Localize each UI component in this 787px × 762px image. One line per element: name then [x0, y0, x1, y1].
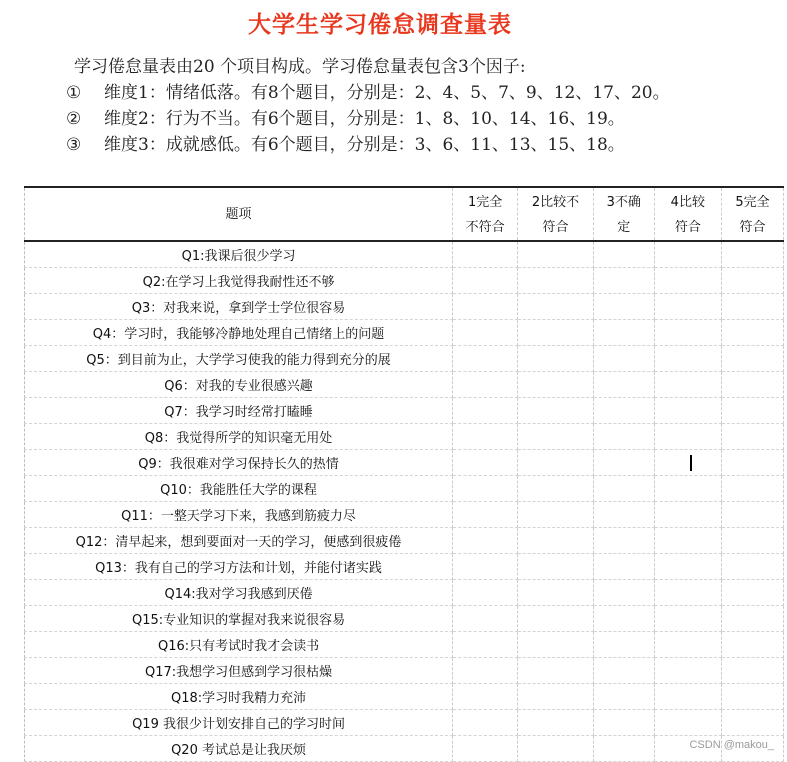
answer-cell[interactable] [593, 735, 654, 761]
answer-cell[interactable] [453, 683, 518, 709]
answer-cell[interactable] [654, 319, 721, 345]
answer-cell[interactable] [721, 501, 783, 527]
answer-cell[interactable] [654, 475, 721, 501]
option-label: 2比较不 [531, 195, 580, 210]
answer-cell[interactable] [518, 345, 593, 371]
option-label: 符合 [739, 220, 766, 235]
dimension-2 [66, 106, 781, 132]
answer-cell[interactable] [593, 449, 654, 475]
table-row [25, 553, 784, 579]
question-cell: Q7：我学习时经常打瞌睡 [25, 397, 453, 423]
answer-cell[interactable] [721, 631, 783, 657]
answer-cell[interactable] [721, 579, 783, 605]
answer-cell[interactable] [721, 527, 783, 553]
answer-cell[interactable] [654, 501, 721, 527]
answer-cell[interactable] [518, 605, 593, 631]
answer-cell[interactable] [654, 579, 721, 605]
answer-cell[interactable] [453, 501, 518, 527]
answer-cell[interactable] [593, 657, 654, 683]
dimension-3 [66, 132, 781, 158]
header-option-2 [518, 187, 593, 241]
answer-cell[interactable] [721, 319, 783, 345]
answer-cell[interactable] [721, 241, 783, 267]
option-label: 符合 [542, 220, 569, 235]
answer-cell[interactable] [518, 371, 593, 397]
page-title: 大学生学习倦怠调查量表 [248, 11, 512, 38]
question-cell: Q6：对我的专业很感兴趣 [25, 371, 453, 397]
answer-cell[interactable] [518, 631, 593, 657]
question-cell: Q2:在学习上我觉得我耐性还不够 [25, 267, 453, 293]
answer-cell[interactable] [518, 709, 593, 735]
question-cell: Q14:我对学习我感到厌倦 [25, 579, 453, 605]
answer-cell[interactable] [721, 709, 783, 735]
answer-cell[interactable] [518, 475, 593, 501]
answer-cell[interactable] [453, 319, 518, 345]
answer-cell[interactable] [721, 657, 783, 683]
answer-cell[interactable] [518, 735, 593, 761]
answer-cell[interactable] [721, 553, 783, 579]
answer-cell[interactable] [518, 267, 593, 293]
option-label: 5完全 [735, 195, 770, 210]
header-option-4 [654, 187, 721, 241]
table-row [25, 241, 784, 267]
answer-cell[interactable] [721, 423, 783, 449]
answer-cell[interactable] [721, 449, 783, 475]
intro-summary: 学习倦怠量表由20 个项目构成。学习倦怠量表包含3个因子: [74, 57, 526, 77]
answer-cell[interactable] [518, 423, 593, 449]
answer-cell[interactable] [593, 423, 654, 449]
question-cell: Q5：到目前为止，大学学习使我的能力得到充分的展 [25, 345, 453, 371]
question-cell: Q9：我很难对学习保持长久的热情 [25, 449, 453, 475]
option-label: 不符合 [465, 220, 505, 235]
answer-cell[interactable] [593, 631, 654, 657]
answer-cell[interactable] [593, 397, 654, 423]
table-row [25, 371, 784, 397]
table-row [25, 423, 784, 449]
answer-cell[interactable] [593, 371, 654, 397]
answer-cell[interactable] [654, 605, 721, 631]
answer-cell[interactable] [453, 449, 518, 475]
answer-cell[interactable] [654, 267, 721, 293]
answer-cell[interactable] [721, 345, 783, 371]
table-row [25, 293, 784, 319]
question-cell: Q18:学习时我精力充沛 [25, 683, 453, 709]
answer-cell[interactable] [518, 293, 593, 319]
table-row [25, 631, 784, 657]
answer-cell[interactable] [518, 241, 593, 267]
question-cell: Q3：对我来说，拿到学士学位很容易 [25, 293, 453, 319]
answer-cell[interactable] [453, 475, 518, 501]
answer-cell[interactable] [654, 631, 721, 657]
question-cell: Q8：我觉得所学的知识毫无用处 [25, 423, 453, 449]
answer-cell[interactable] [453, 657, 518, 683]
answer-cell[interactable] [453, 553, 518, 579]
answer-cell[interactable] [721, 683, 783, 709]
table-row [25, 709, 784, 735]
table-row [25, 319, 784, 345]
intro-text [66, 54, 781, 158]
answer-cell[interactable] [654, 553, 721, 579]
dimension-number: ① [66, 83, 82, 103]
survey-table [24, 186, 784, 762]
answer-cell[interactable] [593, 579, 654, 605]
answer-cell[interactable] [453, 371, 518, 397]
answer-cell[interactable] [518, 527, 593, 553]
answer-cell[interactable] [453, 267, 518, 293]
question-cell: Q4：学习时，我能够冷静地处理自己情绪上的问题 [25, 319, 453, 345]
answer-cell[interactable] [654, 449, 721, 475]
answer-cell[interactable] [593, 319, 654, 345]
option-label: 符合 [674, 220, 701, 235]
answer-cell[interactable] [593, 605, 654, 631]
header-row [25, 187, 784, 241]
table-row [25, 683, 784, 709]
table-row [25, 345, 784, 371]
answer-cell[interactable] [453, 241, 518, 267]
header-option-3 [593, 187, 654, 241]
answer-cell[interactable] [593, 683, 654, 709]
answer-cell[interactable] [453, 527, 518, 553]
answer-cell[interactable] [453, 605, 518, 631]
answer-cell[interactable] [593, 709, 654, 735]
answer-cell[interactable] [593, 267, 654, 293]
option-label: 定 [617, 220, 631, 235]
answer-cell[interactable] [453, 709, 518, 735]
answer-cell[interactable] [654, 345, 721, 371]
answer-cell[interactable] [453, 423, 518, 449]
table-row [25, 449, 784, 475]
answer-cell[interactable] [518, 657, 593, 683]
answer-cell[interactable] [593, 475, 654, 501]
question-cell: Q13：我有自己的学习方法和计划，并能付诸实践 [25, 553, 453, 579]
answer-cell[interactable] [518, 579, 593, 605]
answer-cell[interactable] [654, 423, 721, 449]
answer-cell[interactable] [721, 293, 783, 319]
answer-cell[interactable] [654, 241, 721, 267]
dimension-number: ③ [66, 135, 82, 155]
question-cell: Q19 我很少计划安排自己的学习时间 [25, 709, 453, 735]
question-cell: Q10：我能胜任大学的课程 [25, 475, 453, 501]
answer-cell[interactable] [593, 553, 654, 579]
question-cell: Q15:专业知识的掌握对我来说很容易 [25, 605, 453, 631]
header-option-1 [453, 187, 518, 241]
answer-cell[interactable] [453, 397, 518, 423]
table-row [25, 527, 784, 553]
table-row [25, 501, 784, 527]
header-option-5 [721, 187, 783, 241]
answer-cell[interactable] [654, 709, 721, 735]
table-row [25, 605, 784, 631]
answer-cell[interactable] [654, 527, 721, 553]
answer-cell[interactable] [453, 735, 518, 761]
answer-cell[interactable] [453, 293, 518, 319]
question-cell: Q20 考试总是让我厌烦 [25, 735, 453, 761]
answer-cell[interactable] [654, 371, 721, 397]
answer-cell[interactable] [654, 683, 721, 709]
answer-cell[interactable] [721, 397, 783, 423]
watermark: CSDN @makou_ [689, 739, 774, 751]
answer-cell[interactable] [654, 657, 721, 683]
answer-cell[interactable] [518, 319, 593, 345]
answer-cell[interactable] [721, 267, 783, 293]
answer-cell[interactable] [593, 501, 654, 527]
question-cell: Q12：清早起来，想到要面对一天的学习，便感到很疲倦 [25, 527, 453, 553]
dimension-text: 维度2：行为不当。有6个题目，分别是：1、8、10、14、16、19。 [104, 109, 625, 129]
dimension-text: 维度1：情绪低落。有8个题目，分别是：2、4、5、7、9、12、17、20。 [104, 83, 670, 103]
answer-cell[interactable] [518, 553, 593, 579]
answer-cell[interactable] [518, 501, 593, 527]
dimension-1 [66, 80, 781, 106]
table-row [25, 657, 784, 683]
answer-cell[interactable] [721, 475, 783, 501]
answer-cell[interactable] [453, 631, 518, 657]
answer-cell[interactable] [593, 345, 654, 371]
table-row [25, 267, 784, 293]
answer-cell[interactable] [518, 397, 593, 423]
text-cursor [690, 455, 692, 471]
question-cell: Q17:我想学习但感到学习很枯燥 [25, 657, 453, 683]
answer-cell[interactable] [593, 293, 654, 319]
table-row [25, 397, 784, 423]
answer-cell[interactable] [518, 449, 593, 475]
answer-cell[interactable] [453, 345, 518, 371]
dimension-number: ② [66, 109, 82, 129]
option-label: 3不确 [606, 195, 641, 210]
answer-cell[interactable] [593, 241, 654, 267]
answer-cell[interactable] [453, 579, 518, 605]
answer-cell[interactable] [654, 397, 721, 423]
header-item: 题项 [25, 187, 453, 241]
answer-cell[interactable] [721, 371, 783, 397]
option-label: 4比较 [670, 195, 705, 210]
answer-cell[interactable] [654, 293, 721, 319]
option-label: 1完全 [468, 195, 503, 210]
question-cell: Q1:我课后很少学习 [25, 241, 453, 267]
table-row [25, 475, 784, 501]
question-cell: Q11：一整天学习下来，我感到筋疲力尽 [25, 501, 453, 527]
question-cell: Q16:只有考试时我才会读书 [25, 631, 453, 657]
answer-cell[interactable] [721, 605, 783, 631]
answer-cell[interactable] [593, 527, 654, 553]
dimension-text: 维度3：成就感低。有6个题目，分别是：3、6、11、13、15、18。 [104, 135, 625, 155]
table-row [25, 735, 784, 761]
answer-cell[interactable] [518, 683, 593, 709]
table-row [25, 579, 784, 605]
